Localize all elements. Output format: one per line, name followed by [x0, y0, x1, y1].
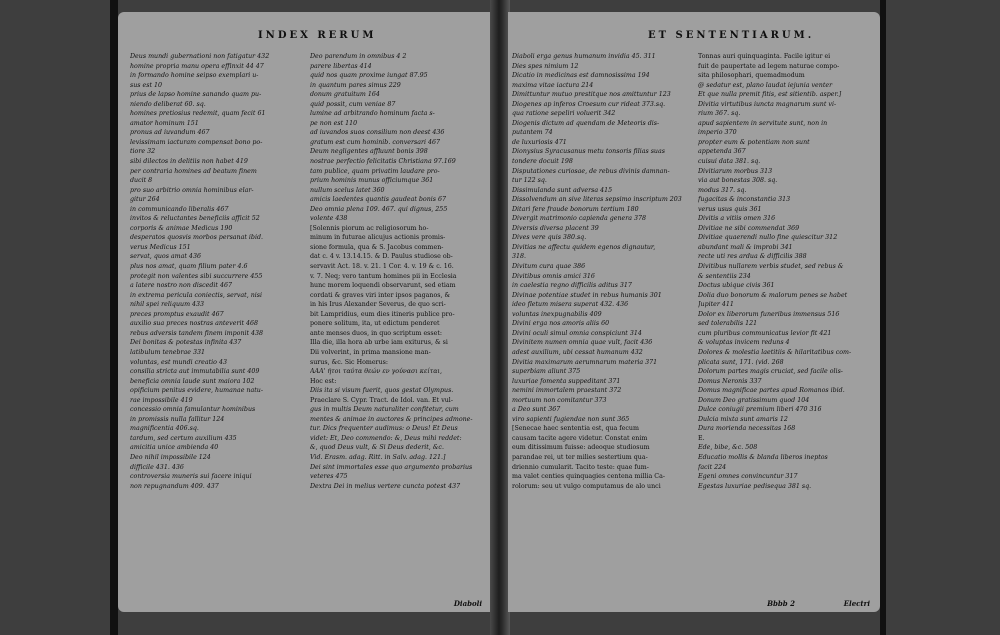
index-entry: amator hominum 151 [130, 119, 199, 127]
index-entry: concessio omnia famulantur hominibus [130, 406, 256, 414]
index-entry: Praeclare S. Cypr. Tract. de Idol. van. Et vul- [310, 396, 453, 404]
index-entry: Divinitem numen omnia quae vult, facit 436 [512, 339, 653, 347]
left-column-1 [130, 52, 306, 491]
index-entry: in communicando liberalis 467 [130, 205, 229, 213]
index-entry: Dolia duo bonorum & malorum penes se habet [698, 291, 848, 299]
index-entry: Dicatio in medicinas est damnosissima 194 [512, 72, 650, 80]
index-entry: Diis ita si visum fuerit, quos gestat Olympus. [310, 387, 454, 395]
index-entry: pronus ad iuvandum 467 [130, 129, 210, 137]
index-entry: recte uti res ardua & difficilis 388 [698, 253, 807, 261]
index-entry: Dolorum partes magis cruciat, sed facile olis- [698, 368, 843, 376]
index-entry: gitur 264 [130, 196, 160, 204]
index-entry: preces promptus exaudit 467 [130, 310, 224, 318]
index-entry: driennio cumularit. Tacito teste: quae fum- [512, 463, 649, 471]
index-entry: Dissimulanda sunt adversa 415 [512, 186, 613, 194]
index-entry: Tonnas auri quinquaginta. Facile igitur ei [698, 53, 831, 60]
index-entry: controversia muneris sui facere iniqui [130, 473, 252, 481]
index-entry: Dextra Dei in melius vertere cuncta potest 437 [310, 482, 461, 490]
index-entry: 318. [512, 253, 527, 261]
index-entry: Illa die, illa hora ab urbe iam exiturus, & si [310, 339, 448, 347]
index-entry: a latere nostro non discedit 467 [130, 282, 232, 290]
index-entry: & sententiis 234 [698, 272, 751, 280]
index-entry: tondere docuit 198 [512, 158, 573, 166]
index-entry: verus Medicus 151 [130, 243, 191, 251]
index-entry: Dulce coniugii premium liberi 470 316 [698, 406, 822, 414]
left-column-2 [310, 52, 486, 491]
index-entry: [Solennis piorum ac religiosorum ho- [310, 224, 429, 232]
index-entry: opificium penitus evidere, humanae natu- [130, 387, 263, 395]
index-entry: in his Irus Alexander Severus, de quo scri- [310, 301, 446, 309]
index-entry: per contraria homines ad beatum finem [130, 167, 257, 175]
index-entry: Dies spes nimium 12 [512, 62, 579, 70]
index-entry: maxima vitae iactura 214 [512, 81, 594, 89]
index-entry: Dei bonitas & potestas infinita 437 [130, 339, 242, 347]
left-book-edge [110, 0, 118, 635]
index-entry: prius de lapso homine sanando quam pu- [130, 91, 262, 99]
index-entry: rae impossibile 419 [130, 396, 193, 404]
index-entry: Dolores & molestia laetitiis & hilaritatibus com- [698, 348, 852, 356]
index-entry: causam tacite agere videtur. Constat enim [512, 434, 648, 442]
index-entry: Egeni omnes convincuntur 317 [698, 473, 798, 481]
index-entry: Et que nulla premit fitis, est sitientib. asper.] [698, 91, 842, 99]
index-entry: ducit 8 [130, 177, 153, 185]
index-entry: servat, quos amat 436 [130, 253, 201, 261]
index-entry: nostrae perfectio felicitatis Christiana 97.169 [310, 158, 456, 166]
index-entry: pro suo arbitrio omnia hominibus elar- [130, 186, 254, 194]
index-entry: Divitiae ne sibi commendat 369 [698, 224, 800, 232]
index-entry: Divinae potentiae studet in rebus humanis 301 [512, 291, 662, 299]
index-entry: Dulcia mixta sunt amaris 12 [698, 415, 788, 423]
right-column-2 [698, 52, 876, 491]
index-entry: Divini oculi simul omnia conspiciunt 314 [512, 329, 642, 337]
index-entry: tam publice, quam privatim laudare pro- [310, 167, 440, 175]
index-entry: consilia stricta aut immutabilia sunt 409 [130, 368, 260, 376]
index-entry: cordati & graves viri inter ipsos paganos, & [310, 291, 451, 299]
index-entry: in extrema pericula coniectis, servat, nisi [130, 291, 263, 299]
index-entry: [Senecae haec sententia est, qua fecum [512, 425, 639, 433]
index-entry: ante menses duos, in quo scriptum esset: [310, 329, 443, 337]
index-entry: tur. Dics frequenter audimus: o Deus! Et Deus [310, 425, 458, 433]
index-entry: mentes & animae in auctores & principes admone- [310, 415, 473, 423]
left-catchword: Diaboli [453, 599, 482, 608]
index-entry: nullum scelus latet 360 [310, 186, 385, 194]
index-entry: parandae rei, ut ter milies sestertium qua- [512, 453, 648, 461]
index-entry: voluntas inexpugnabilis 409 [512, 310, 602, 318]
index-entry: Domus Neronis 337 [698, 377, 762, 385]
index-entry: imperio 370 [698, 129, 737, 137]
index-entry: volente 438 [310, 215, 348, 223]
index-entry: invitos & reluctantes beneficiis afficit 52 [130, 215, 260, 223]
index-entry: Diaboli erga genus humanum invidia 45. 311 [512, 53, 656, 60]
index-entry: E. [698, 434, 705, 442]
index-entry: voluntas, est mundi creatio 43 [130, 358, 227, 366]
index-entry: prium hominis munus officiumque 361 [310, 177, 434, 185]
index-entry: ad iuvandos suos consilium non deest 436 [310, 129, 445, 137]
index-entry: eum ditissimum fuisse: adeoque studiosum [512, 444, 650, 452]
index-entry: parere libertas 414 [310, 62, 372, 70]
index-entry: levissimam iacturam compensat bono po- [130, 138, 263, 146]
index-entry: hunc morem loquendi observarunt, sed etiam [310, 282, 456, 290]
index-entry: Deo omnia plena 109. 467. qui dignus, 255 [310, 205, 448, 213]
index-entry: Diversis diversa placent 39 [512, 224, 599, 232]
index-entry: qua ratione sepeliri voluerit 342 [512, 110, 616, 118]
index-entry: Dives vere quis 380.sq. [512, 234, 587, 242]
index-entry: superbiam aliunt 375 [512, 368, 581, 376]
index-entry: donum gratuitum 164 [310, 91, 380, 99]
index-entry: Deo parendum in omnibus 4 2 [310, 53, 407, 60]
index-entry: minum in futurae alicujus actionis promis- [310, 234, 446, 242]
index-entry: dat c. 4 v. 13.14.15. & D. Paulus studiose ob- [310, 253, 453, 261]
index-entry: protegit non valentes sibi succurrere 455 [130, 272, 263, 280]
index-entry: luxuriae fomenta suppeditant 371 [512, 377, 621, 385]
index-entry: Diogenis dictum ad quendam de Meteoris dis- [512, 119, 660, 127]
index-entry: sed tolerabilis 121 [698, 320, 758, 328]
index-entry: Egestas luxuriae pedisequa 381 sq. [698, 482, 812, 490]
index-entry: in caelestia regno difficilis aditus 317 [512, 282, 632, 290]
index-entry: & voluptas invicem reduns 4 [698, 339, 790, 347]
index-entry: magnificentia 406.sq. [130, 425, 199, 433]
index-entry: facit 224 [698, 463, 727, 471]
index-entry: plus nos amat, quam filium pater 4.6 [130, 263, 248, 271]
index-entry: Deus mundi gubernationi non fatigatur 432 [130, 53, 270, 60]
index-entry: Jupiter 411 [698, 301, 734, 309]
index-entry: Dimittuntur mutuo prestitque nos amittuntur 123 [512, 91, 671, 99]
index-entry: Dolor ex liberorum funeribus immensus 516 [698, 310, 840, 318]
index-entry: Vid. Erasm. adag. Ritt. in Salv. adag. 121.] [310, 453, 446, 461]
index-entry: Dura morienda necessitas 168 [698, 425, 796, 433]
index-entry: @ sedatur est, plano laudat iejunia venter [698, 81, 833, 89]
index-entry: sus est 10 [130, 81, 163, 89]
index-entry: gus in multis Deum naturaliter confitetur, cum [310, 406, 459, 414]
index-entry: desperatos quosvis morbos persanat ibid. [130, 234, 263, 242]
index-entry: propter eum & potentiam non sunt [698, 138, 810, 146]
index-entry: adest auxilium, ubi cessat humanum 432 [512, 348, 643, 356]
index-entry: quid nos quam proxime iungat 87.95 [310, 72, 428, 80]
index-entry: Disputationes curiosae, de rebus divinis damnan- [512, 167, 670, 175]
index-entry: quid possit, cum veniae 87 [310, 100, 396, 108]
index-entry: Divitibus omnis amici 316 [512, 272, 595, 280]
index-entry: modus 317. sq. [698, 186, 747, 194]
index-entry: homine propria manu opera effinxit 44 47 [130, 62, 264, 70]
index-entry: appetenda 367 [698, 148, 746, 156]
index-entry: bit Lampridius, eum dies itineris publice pro- [310, 310, 455, 318]
index-entry: Diogenes ap inferos Croesum cur rideat 373.sq. [512, 100, 666, 108]
index-entry: Divitia virtutibus iuncta magnarum sunt vi- [698, 100, 837, 108]
index-entry: Divergit matrimonio capienda genera 378 [512, 215, 647, 223]
index-entry: tur 122 sq. [512, 177, 547, 185]
index-entry: Doctus ubique civis 361 [698, 282, 775, 290]
index-entry: Educatio mollis & blanda liberos ineptos [698, 453, 828, 461]
index-entry: nihil spei reliquum 433 [130, 301, 205, 309]
left-page [118, 12, 492, 612]
index-entry: Donum Deo gratissimum quod 104 [698, 396, 810, 404]
index-entry: a Deo sunt 367 [512, 406, 561, 414]
index-entry: via aut bonestas 308. sq. [698, 177, 778, 185]
index-entry: amicis laedentes quantis gaudeat bonis 67 [310, 196, 447, 204]
index-entry: Domus magnificae partes apud Romanos ibid. [698, 387, 845, 395]
index-entry: Ede, bibe, &c. 508 [698, 444, 758, 452]
index-entry: ponere solitum, ita, ut edictum penderet [310, 320, 440, 328]
index-entry: corporis & animae Medicus 190 [130, 224, 233, 232]
index-entry: beneficia omnia laude sunt maiora 102 [130, 377, 255, 385]
right-signature: Bbbb 2 [767, 599, 795, 608]
index-entry: niendo deliberat 60. sq. [130, 100, 206, 108]
index-entry: videt: Et, Deo commendo: &, Deus mihi reddet: [310, 434, 462, 442]
index-entry: putantem 74 [512, 129, 553, 137]
index-entry: Divitis a vitiis omen 316 [698, 215, 776, 223]
right-catchword: Electri [843, 599, 870, 608]
index-entry: nemini immortalem praestant 372 [512, 387, 622, 395]
index-entry: amicitia unice ambienda 40 [130, 444, 219, 452]
index-entry: Divitias ne affectu quidem egenos dignautur, [512, 243, 656, 251]
index-entry: homines pretiosius redemit, quam fecit 61 [130, 110, 266, 118]
index-entry: in promissis nulla fallitur 124 [130, 415, 225, 423]
index-entry: cum pluribus communicatus levior fit 421 [698, 329, 832, 337]
index-entry: pe non est 110 [310, 119, 358, 127]
index-entry: apud sapientem in servitute sunt, non in [698, 119, 828, 127]
index-entry: fugacitas & inconstantia 313 [698, 196, 791, 204]
index-entry: &, quod Deus vult, & Si Deus dederit, &c. [310, 444, 444, 452]
index-entry: rolorum: seu ut vulgo computamus de alo unci [512, 482, 661, 490]
index-entry: Dei sint immortales esse quo argumento probarius [310, 463, 473, 471]
left-running-head: INDEX RERUM [258, 30, 377, 41]
index-entry: sibi dilectos in delitiis non habet 419 [130, 158, 248, 166]
index-entry: lumine ad arbitrando hominum facta s- [310, 110, 435, 118]
index-entry: non repugnandum 409. 437 [130, 482, 219, 490]
index-entry: plicata sunt, 171. (vid. 268 [698, 358, 784, 366]
index-entry: Dionysius Syracusanus metu tonsoris filias suas [512, 148, 665, 156]
index-entry: Deo nihil impossibile 124 [130, 453, 211, 461]
index-entry: tiore 32 [130, 148, 156, 156]
index-entry: Divitum cura quae 386 [512, 263, 586, 271]
index-entry: Divitiarum morbus 313 [698, 167, 773, 175]
index-entry: v. 7. Neq; vero tantum homines pii in Ecclesia [310, 272, 457, 280]
index-entry: Divitia maximarum aerumnarum materia 371 [512, 358, 658, 366]
index-entry: rebus adversis tandem finem imponit 438 [130, 329, 264, 337]
index-entry: in formando homine seipso exemplari u- [130, 72, 259, 80]
index-entry: ma valet centies quinquagies centena millia Ca- [512, 473, 665, 481]
index-entry: abundant mali & improbi 341 [698, 243, 793, 251]
index-entry: AAA' ήτοι ταύτα θεών εν γούνασι κείται, [310, 368, 442, 376]
index-entry: Divini erga nos amoris aliis 60 [512, 320, 610, 328]
right-book-edge [880, 0, 886, 635]
index-entry: Dii volverint, in prima mansione man- [310, 348, 431, 356]
right-column-1 [512, 52, 692, 491]
index-entry: in quantum pares simus 229 [310, 81, 401, 89]
index-entry: difficile 431. 436 [130, 463, 184, 471]
index-entry: de luxuriosis 471 [512, 138, 567, 146]
index-entry: surus, &c. Sic Homerus: [310, 358, 388, 366]
index-entry: Dissolvendum an sive literas sepsimo inscriptum 203 [512, 196, 682, 204]
book-spine [490, 0, 510, 635]
index-entry: ideo fletum misera superat 432. 436 [512, 301, 629, 309]
index-entry: viro sapienti fugiendae non sunt 365 [512, 415, 630, 423]
index-entry: gratum est cum hominib. conversari 467 [310, 138, 441, 146]
index-entry: latibulum tenebrae 331 [130, 348, 206, 356]
index-entry: fuit de paupertate ad legem naturae compo- [698, 62, 840, 70]
index-entry: servavit Act. 18. v. 21. 1 Cor. 4. v. 19 & c. 16. [310, 263, 454, 271]
right-page [508, 12, 880, 612]
right-running-head: ET SENTENTIARUM. [648, 30, 815, 41]
index-entry: mortuum non comitantur 373 [512, 396, 607, 404]
index-entry: tardum, sed certum auxilium 435 [130, 434, 237, 442]
index-entry: Hoc est: [310, 377, 337, 385]
index-entry: auxilio sua preces nostras anteverit 468 [130, 320, 259, 328]
index-entry: Divitiae quaerendi nullo fine quiescitur 312 [698, 234, 838, 242]
index-entry: Divitibus nullarem verbis studet, sed rebus & [698, 263, 844, 271]
index-entry: verus usus quis 361 [698, 205, 762, 213]
index-entry: veteres 475 [310, 473, 348, 481]
index-entry: Ditari fere fraude bonorum tertium 180 [512, 205, 639, 213]
index-entry: sione formula, qua & S. Jacobus commen- [310, 243, 444, 251]
index-entry: sita philosophari, quemadmodum [698, 72, 805, 80]
index-entry: Deum negligentes affluunt bonis 398 [310, 148, 428, 156]
index-entry: cuisui data 381. sq. [698, 158, 761, 166]
index-entry: rium 367. sq. [698, 110, 741, 118]
